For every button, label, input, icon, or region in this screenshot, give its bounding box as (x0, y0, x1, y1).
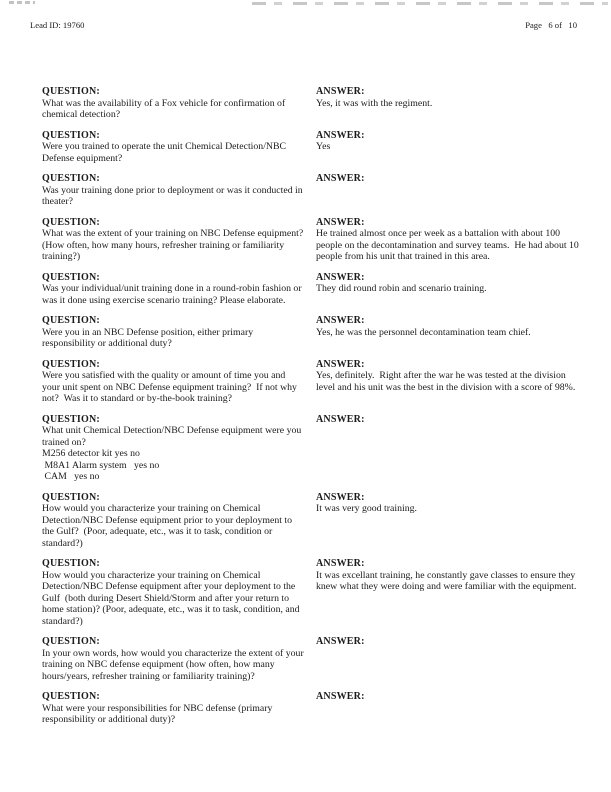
qa-row (42, 414, 581, 483)
answer-label: ANSWER: (316, 173, 365, 184)
question-block (42, 636, 307, 682)
answer-label: ANSWER: (316, 216, 365, 228)
answer-label: ANSWER: (316, 558, 365, 569)
answer-label: ANSWER: (316, 358, 365, 370)
equipment-line: CAM yes no (42, 471, 100, 482)
question-text: Were you satisfied with the quality or amount of time you and your unit spent on NBC Defense equipment training? If not why not? Was it to standard or by-the-book training? (42, 370, 300, 404)
question-label: QUESTION: (42, 216, 100, 228)
question-block (42, 359, 304, 405)
question-block (42, 691, 304, 726)
answer-block (315, 272, 581, 307)
question-text: In your own words, how would you characterize the extent of your training on NBC defense equipment (how often, how many hours/years, refresher training or familiarity training)? (42, 647, 307, 682)
question-block (42, 558, 304, 627)
page-header (0, 20, 611, 50)
answer-label: ANSWER: (316, 86, 365, 97)
question-text: How would you characterize your training on Chemical Detection/NBC Defense equipment after your deployment to the Gulf (both during Desert Shield/Storm and after your return to home station)? (Poor, adequate, etc., was it to task, condition, and standard?) (42, 569, 302, 627)
answer-block (315, 691, 581, 726)
question-text: What was the availability of a Fox vehicle for confirmation of chemical detection? (42, 97, 288, 120)
qa-row (42, 492, 581, 550)
answer-label: ANSWER: (316, 129, 365, 141)
lead-id: Lead ID: 19760 (30, 20, 85, 30)
equipment-line: M256 detector kit yes no (42, 448, 140, 459)
answer-text: Yes, definitely. Right after the war he was tested at the division level and his unit was the best in the division with a score of 98%. (316, 370, 576, 393)
scan-artifact-mark (9, 1, 35, 4)
qa-row (42, 173, 581, 208)
qa-row (42, 315, 581, 350)
qa-row (42, 130, 581, 165)
answer-block (315, 414, 581, 483)
scan-artifact-line (252, 2, 608, 5)
question-text: What were your responsibilities for NBC defense (primary responsibility or additional duty)? (42, 702, 275, 725)
qa-row (42, 691, 581, 726)
answer-block (315, 636, 581, 682)
qa-row (42, 636, 581, 682)
answer-block (315, 492, 581, 550)
question-label: QUESTION: (42, 173, 100, 184)
question-block (42, 216, 309, 263)
answer-text: They did round robin and scenario training. (316, 283, 487, 294)
answer-text: It was excellant training, he constantly gave classes to ensure they knew what they were doing and were familiar with the equipment. (316, 569, 578, 592)
equipment-line: M8A1 Alarm system yes no (42, 459, 160, 471)
answer-label: ANSWER: (316, 636, 365, 647)
qa-row (42, 86, 581, 121)
answer-text: Yes, he was the personnel decontamination team chief. (316, 326, 531, 338)
question-label: QUESTION: (42, 271, 100, 283)
question-label: QUESTION: (42, 413, 100, 425)
answer-block (315, 86, 581, 121)
qa-list (42, 86, 581, 735)
answer-block (315, 217, 581, 263)
qa-row (42, 217, 581, 263)
question-block (42, 414, 304, 483)
question-block (42, 130, 304, 165)
question-block (42, 492, 304, 550)
answer-text: It was very good training. (316, 503, 417, 514)
question-text: What unit Chemical Detection/NBC Defense equipment were you trained on? (42, 425, 304, 448)
qa-row (42, 272, 581, 307)
question-text: What was the extent of your training on NBC Defense equipment? (How often, how many hours, refresher training or familiarity training?) (42, 228, 309, 262)
answer-block (315, 173, 581, 208)
answer-label: ANSWER: (316, 271, 365, 283)
question-label: QUESTION: (42, 86, 100, 97)
question-label: QUESTION: (42, 129, 100, 141)
answer-block (315, 558, 581, 627)
qa-row (42, 359, 581, 405)
question-label: QUESTION: (42, 358, 100, 370)
answer-text: He trained almost once per week as a battalion with about 100 people on the decontamination and survey teams. He had about 10 people from his unit that trained in this area. (316, 228, 582, 262)
answer-label: ANSWER: (316, 491, 365, 503)
answer-text: Yes, it was with the regiment. (316, 97, 433, 109)
qa-row (42, 558, 581, 627)
question-block (42, 272, 304, 307)
question-label: QUESTION: (42, 558, 100, 569)
question-text: Were you trained to operate the unit Chemical Detection/NBC Defense equipment? (42, 141, 289, 164)
question-text: How would you characterize your training on Chemical Detection/NBC Defense equipment prior to your deployment to the Gulf? (Poor, adequate, etc., was it to task, condition or standard?) (42, 503, 295, 549)
question-block (42, 86, 304, 121)
answer-label: ANSWER: (316, 413, 365, 425)
question-label: QUESTION: (42, 636, 100, 647)
answer-block (315, 130, 581, 165)
question-text: Was your training done prior to deployment or was it conducted in theater? (42, 184, 306, 207)
question-label: QUESTION: (42, 491, 100, 503)
answer-label: ANSWER: (316, 691, 365, 702)
question-block (42, 315, 304, 350)
question-block (42, 173, 304, 208)
answer-text: Yes (316, 141, 331, 152)
answer-label: ANSWER: (316, 315, 365, 326)
answer-block (315, 359, 581, 405)
question-label: QUESTION: (42, 691, 100, 702)
page-number: Page 6 of 10 (525, 20, 577, 30)
question-label: QUESTION: (42, 315, 100, 326)
answer-block (315, 315, 581, 350)
question-text: Was your individual/unit training done in a round-robin fashion or was it done using exercise scenario training? Please elaborate. (42, 283, 305, 306)
question-text: Were you in an NBC Defense position, either primary responsibility or additional duty? (42, 326, 256, 349)
